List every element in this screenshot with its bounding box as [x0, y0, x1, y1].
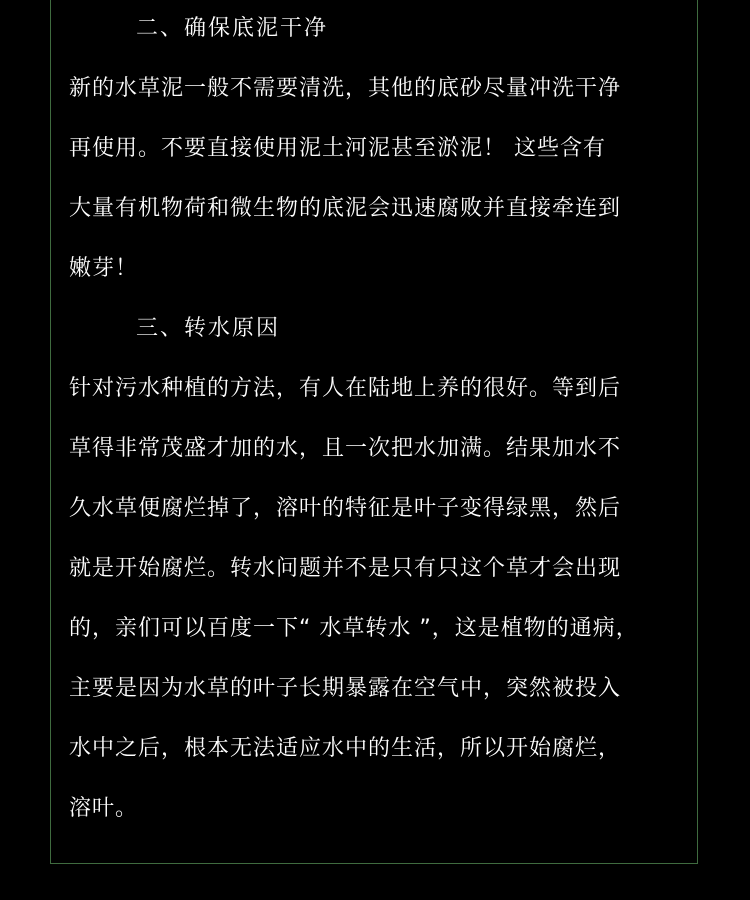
section-2-line-3: 大量有机物荷和微生物的底泥会迅速腐败并直接牵连到	[69, 196, 622, 221]
section-3-line-7: 水中之后，根本无法适应水中的生活，所以开始腐烂，	[69, 736, 622, 761]
section-2-line-1: 新的水草泥一般不需要清洗，其他的底砂尽量冲洗干净	[69, 76, 622, 101]
section-2-line-4: 嫩芽！	[69, 256, 139, 281]
section-3-line-4: 就是开始腐烂。转水问题并不是只有只这个草才会出现	[69, 556, 622, 581]
section-3-line-1: 针对污水种植的方法，有人在陆地上养的很好。等到后	[69, 376, 622, 401]
section-3-line-8: 溶叶。	[69, 796, 139, 821]
section-3-line-3: 久水草便腐烂掉了，溶叶的特征是叶子变得绿黑，然后	[69, 496, 622, 521]
section-2-line-2: 再使用。不要直接使用泥土河泥甚至淤泥！ 这些含有	[69, 136, 606, 161]
section-3-line-5: 的，亲们可以百度一下“ 水草转水 ”，这是植物的通病，	[69, 616, 639, 641]
section-3-heading: 三、转水原因	[136, 316, 281, 341]
section-3-line-6: 主要是因为水草的叶子长期暴露在空气中，突然被投入	[69, 676, 622, 701]
section-2-heading: 二、确保底泥干净	[136, 16, 329, 41]
section-3-line-2: 草得非常茂盛才加的水，且一次把水加满。结果加水不	[69, 436, 622, 461]
